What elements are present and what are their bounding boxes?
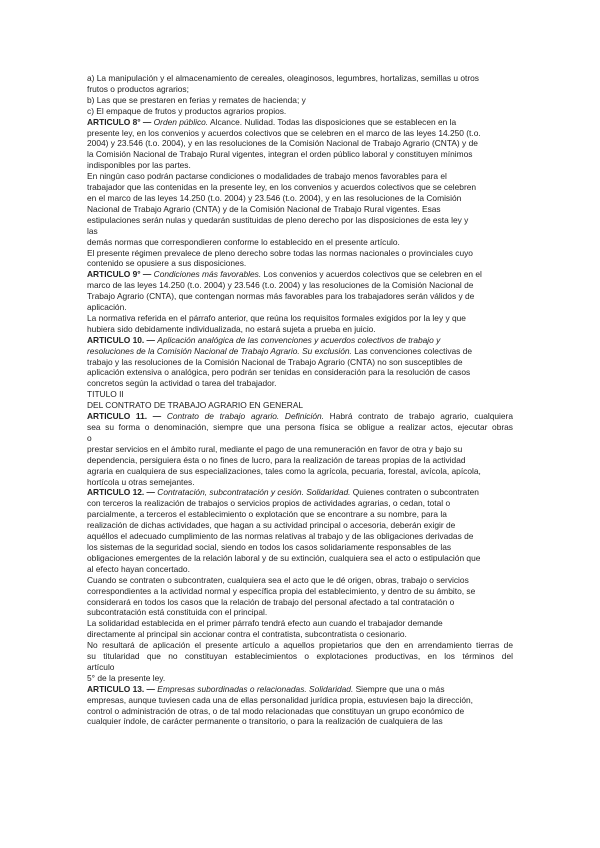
line-text: trabajo y las resoluciones de la Comisión Nacional de Trabajo Agrario (CNTA) no son susceptibles de	[87, 356, 463, 367]
line-text: cualquier índole, de carácter permanente o transitorio, o para la realización de cualquiera de las	[87, 716, 443, 727]
text-line	[87, 357, 513, 368]
line-text: realización de dichas actividades, que hagan a su actividad principal o accesoria, deberán exigir de	[87, 520, 456, 531]
line-text: presente ley, en los convenios y acuerdos colectivos que se celebren en el marco de las leyes 14.250 (t.o.	[87, 127, 481, 138]
text-line	[87, 586, 513, 597]
text-line	[87, 684, 513, 695]
line-text: No resultará de aplicación el presente artículo a aquellos propietarios que den en arrendamiento tierras de	[87, 640, 513, 651]
line-text: trabajador que las contenidas en la presente ley, en los convenios y acuerdos colectivos que se celebren	[87, 182, 477, 193]
line-text: dependencia, persiguiera ésta o no fines de lucro, para la realización de tareas propias de la actividad	[87, 454, 466, 465]
text-line	[87, 444, 513, 455]
line-text: Quienes contraten o subcontraten	[352, 487, 479, 498]
line-text: subcontratación está constituida con el principal.	[87, 607, 268, 618]
line-text: marco de las leyes 14.250 (t.o. 2004) y 23.546 (t.o. 2004) y las resoluciones de la Comisión Nacional de	[87, 280, 474, 291]
line-text: en el marco de las leyes 14.250 (t.o. 2004) y 23.546 (t.o. 2004), y en las resoluciones de la Comisión	[87, 192, 462, 203]
text-line	[87, 84, 513, 95]
line-text: En ningún caso podrán pactarse condiciones o modalidades de trabajo menos favorables para el	[87, 171, 447, 182]
line-text: con terceros la realización de trabajos o servicios propios de actividades agrarias, o cedan, total o	[87, 498, 451, 509]
line-text: 2004) y 23.546 (t.o. 2004), y en las resoluciones de la Comisión Nacional de Trabajo Agrario (CNTA) y de	[87, 138, 478, 149]
document-body	[87, 73, 513, 727]
text-line	[87, 237, 513, 248]
text-line	[87, 716, 513, 727]
text-line	[87, 553, 513, 564]
article-heading: ARTICULO 11. —	[87, 411, 162, 422]
line-text: las	[87, 225, 98, 236]
text-line	[87, 498, 513, 509]
article-subtitle: resoluciones de la Comisión Nacional de Trabajo Agrario. Su exclusión.	[87, 345, 352, 356]
line-text: empresas, aunque tuviesen cada una de ellas personalidad jurídica propia, estuviesen bajo la dirección,	[87, 694, 473, 705]
line-text: la Comisión Nacional de Trabajo Rural vigentes, integran el orden público laboral y constituyen mínimos	[87, 149, 473, 160]
text-line	[87, 597, 513, 608]
line-text: a) La manipulación y el almacenamiento de cereales, oleaginosos, legumbres, hortalizas, semillas u otros	[87, 73, 479, 83]
text-line	[87, 117, 513, 128]
text-line	[87, 487, 513, 498]
text-line	[87, 171, 513, 182]
line-text: concretos según la actividad o tarea del trabajador.	[87, 378, 277, 389]
line-text: Las convenciones colectivas de	[354, 345, 473, 356]
line-text: TITULO II	[87, 389, 124, 400]
line-text: La solidaridad establecida en el primer párrafo tendrá efecto aun cuando el trabajador demande	[87, 618, 443, 629]
text-line	[87, 673, 513, 684]
text-line	[87, 520, 513, 531]
text-line	[87, 204, 513, 215]
text-line	[87, 106, 513, 117]
text-line	[87, 128, 513, 139]
text-line	[87, 607, 513, 618]
text-line	[87, 302, 513, 313]
text-line	[87, 706, 513, 717]
text-line	[87, 564, 513, 575]
text-line	[87, 280, 513, 291]
text-line	[87, 138, 513, 149]
text-line	[87, 160, 513, 171]
line-text: Cuando se contraten o subcontraten, cualquiera sea el acto que le dé origen, obras, trabajo o servicios	[87, 574, 469, 585]
line-text: su titularidad que no constituyan establecimientos o explotaciones productivas, en los términos del	[87, 651, 513, 662]
text-line	[87, 291, 513, 302]
line-text: frutos o productos agrarios;	[87, 83, 189, 94]
line-text: sea su forma o denominación, siempre que una persona física se obligue a realizar actos, ejecutar obras	[87, 422, 513, 432]
line-text: agraria en cualquiera de sus especializaciones, tales como la agrícola, pecuaria, forestal, avícola, apícola,	[87, 465, 481, 476]
text-line	[87, 182, 513, 193]
line-text: considerará en todos los casos que la relación de trabajo del personal afectado a tal contratación o	[87, 596, 455, 607]
text-line	[87, 226, 513, 237]
text-line	[87, 433, 513, 444]
line-text: La normativa referida en el párrafo anterior, que reúna los requisitos formales exigidos por la ley y que	[87, 312, 466, 323]
line-text: Habrá contrato de trabajo agrario, cualquiera	[329, 411, 514, 422]
article-heading: ARTICULO 10. —	[87, 334, 155, 345]
text-line	[87, 248, 513, 259]
text-line	[87, 73, 513, 84]
line-text: estipulaciones serán nulas y quedarán sustituidas de pleno derecho por las disposiciones de esta ley y	[87, 214, 469, 225]
line-text: directamente al principal sin accionar contra el contratista, subcontratista o cesionario.	[87, 629, 407, 640]
line-text: aquéllos el adecuado cumplimiento de las normas relativas al trabajo y de las obligaciones derivadas de	[87, 531, 474, 542]
article-subtitle: Orden público.	[153, 116, 209, 127]
text-line	[87, 324, 513, 335]
text-line	[87, 640, 513, 651]
article-heading: ARTICULO 8° —	[87, 116, 152, 127]
line-text: contenido se opusiere a sus disposiciones.	[87, 258, 247, 269]
text-line	[87, 95, 513, 106]
article-subtitle: Condiciones más favorables.	[153, 269, 262, 280]
line-text: demás normas que correspondieren conforme lo establecido en el presente artículo.	[87, 236, 400, 247]
line-text: Siempre que una o más	[355, 683, 445, 694]
line-text: El presente régimen prevalece de pleno derecho sobre todas las normas nacionales o provinciales cuyo	[87, 247, 473, 258]
line-text: hubiera sido debidamente individualizada, no estará sujeta a prueba en juicio.	[87, 323, 376, 334]
text-line	[87, 269, 513, 280]
text-line	[87, 400, 513, 411]
text-line	[87, 662, 513, 673]
text-line	[87, 629, 513, 640]
text-line	[87, 575, 513, 586]
article-subtitle: Contrato de trabajo agrario. Definición.	[166, 411, 324, 422]
article-subtitle: Empresas subordinadas o relacionadas. Solidaridad.	[157, 683, 354, 694]
text-line	[87, 258, 513, 269]
line-text: los sistemas de la seguridad social, siendo en todos los casos solidariamente responsables de las	[87, 541, 452, 552]
article-subtitle: Aplicación analógica de las convenciones y acuerdos colectivos de trabajo y	[157, 334, 441, 345]
line-text: hortícola u otras semejantes.	[87, 476, 195, 487]
text-line	[87, 193, 513, 204]
line-text: al efecto hayan concertado.	[87, 563, 190, 574]
text-line	[87, 542, 513, 553]
line-text: DEL CONTRATO DE TRABAJO AGRARIO EN GENERAL	[87, 400, 304, 411]
text-line	[87, 149, 513, 160]
text-line	[87, 389, 513, 400]
text-line	[87, 346, 513, 357]
line-text: aplicación.	[87, 302, 127, 313]
text-line	[87, 215, 513, 226]
line-text: obligaciones emergentes de la relación laboral y de su extinción, cualquiera sea el acto o estipulación que	[87, 552, 481, 563]
text-line	[87, 335, 513, 346]
article-heading: ARTICULO 9° —	[87, 269, 152, 280]
article-subtitle: Contratación, subcontratación y cesión. Solidaridad.	[157, 487, 351, 498]
line-text: o	[87, 432, 92, 443]
line-text: Los convenios y acuerdos colectivos que se celebren en el	[263, 269, 482, 280]
text-line	[87, 313, 513, 324]
line-text: Nacional de Trabajo Agrario (CNTA) y de la Comisión Nacional de Trabajo Rural vigentes. Esas	[87, 203, 441, 214]
line-text: c) El empaque de frutos y productos agrarios propios.	[87, 105, 287, 116]
text-line	[87, 531, 513, 542]
line-text: aplicación extensiva o analógica, pero podrán ser tenidas en consideración para la resolución de casos	[87, 367, 471, 378]
text-line	[87, 378, 513, 389]
text-line	[87, 651, 513, 662]
text-line	[87, 509, 513, 520]
text-line	[87, 477, 513, 488]
text-line	[87, 367, 513, 378]
line-text: Trabajo Agrario (CNTA), que contengan normas más favorables para los trabajadores serán válidos y de	[87, 291, 475, 302]
text-line	[87, 422, 513, 433]
text-line	[87, 466, 513, 477]
line-text: 5° de la presente ley.	[87, 672, 166, 683]
line-text: correspondientes a la actividad normal y específica propia del establecimiento, y dentro de su ámbito, se	[87, 585, 476, 596]
line-text: Alcance. Nulidad. Todas las disposiciones que se establecen en la	[210, 116, 457, 127]
text-line	[87, 618, 513, 629]
line-text: prestar servicios en el ámbito rural, mediante el pago de una remuneración en favor de otra y bajo su	[87, 443, 463, 454]
text-line	[87, 411, 513, 422]
article-heading: ARTICULO 13. —	[87, 683, 155, 694]
line-text: b) Las que se prestaren en ferias y remates de hacienda; y	[87, 94, 306, 105]
text-line	[87, 695, 513, 706]
line-text: parcialmente, a terceros el establecimiento o explotación que se encontrare a su nombre, para la	[87, 509, 447, 520]
line-text: indisponibles por las partes.	[87, 160, 191, 171]
line-text: control o administración de otras, o de tal modo relacionadas que constituyan un grupo económico de	[87, 705, 465, 716]
line-text: artículo	[87, 661, 115, 672]
article-heading: ARTICULO 12. —	[87, 487, 155, 498]
text-line	[87, 455, 513, 466]
